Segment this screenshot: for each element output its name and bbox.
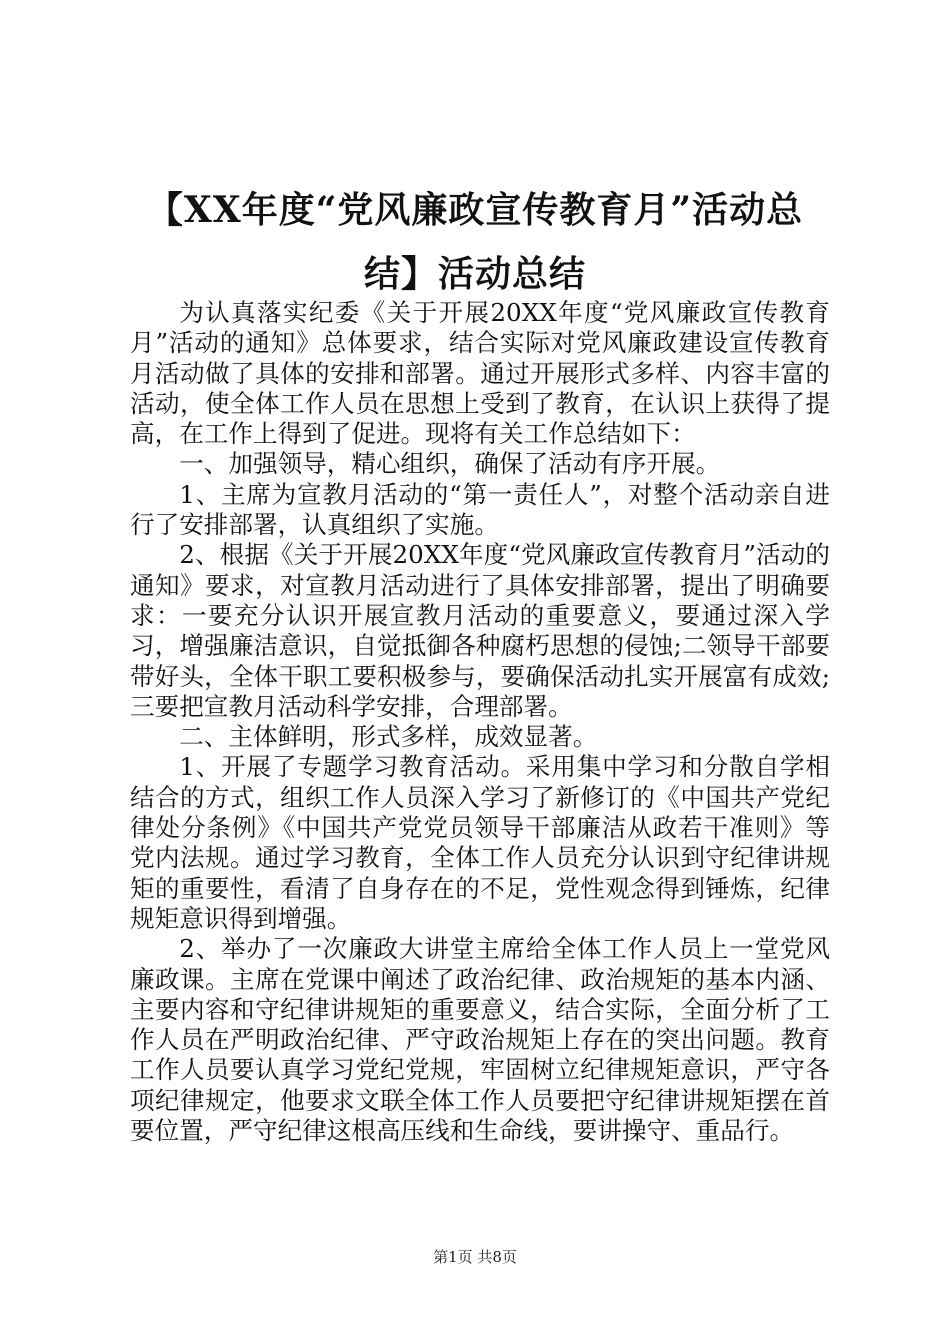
paragraph-intro: 为认真落实纪委《关于开展20XX年度“党风廉政宣传教育月”活动的通知》总体要求，结合实际对党风廉政建设宣传教育月活动做了具体的安排和部署。通过开展形式多样、内容丰富的活动，使全体工作人员在思想上受到了教育，在认识上获得了提高，在工作上得到了促进。现将有关工作总结如下： (130, 298, 830, 449)
document-title (100, 178, 850, 306)
title-line-2: 结】活动总结 (363, 253, 586, 295)
paragraph-1-1: 1、主席为宣教月活动的“第一责任人”，对整个活动亲自进行了安排部署，认真组织了实施。 (130, 479, 830, 540)
paragraph-2-1: 1、开展了专题学习教育活动。采用集中学习和分散自学相结合的方式，组织工作人员深入学习了新修订的《中国共产党纪律处分条例》《中国共产党党员领导干部廉洁从政若干准则》等党内法规。通过学习教育，全体工作人员充分认识到守纪律讲规矩的重要性，看清了自身存在的不足，党性观念得到锤炼，纪律规矩意识得到增强。 (130, 752, 830, 933)
document-body (130, 298, 830, 1146)
paragraph-1-2: 2、根据《关于开展20XX年度“党风廉政宣传教育月”活动的通知》要求，对宣教月活动进行了具体安排部署，提出了明确要求：一要充分认识开展宣教月活动的重要意义，要通过深入学习，增强廉洁意识，自觉抵御各种腐朽思想的侵蚀;二领导干部要带好头，全体干职工要积极参与，要确保活动扎实开展富有成效;三要把宣教月活动科学安排，合理部署。 (130, 540, 830, 721)
section-heading-2: 二、主体鲜明，形式多样，成效显著。 (179, 722, 598, 752)
title-line-1: 【XX年度“党风廉政宣传教育月”活动总 (146, 189, 804, 231)
page-footer: 第1页 共8页 (433, 1248, 517, 1266)
paragraph-2-2: 2、举办了一次廉政大讲堂主席给全体工作人员上一堂党风廉政课。主席在党课中阐述了政治纪律、政治规矩的基本内涵、主要内容和守纪律讲规矩的重要意义，结合实际，全面分析了工作人员在严明政治纪律、严守政治规矩上存在的突出问题。教育工作人员要认真学习党纪党规，牢固树立纪律规矩意识，严守各项纪律规定，他要求文联全体工作人员要把守纪律讲规矩摆在首要位置，严守纪律这根高压线和生命线，要讲操守、重品行。 (130, 934, 830, 1146)
section-heading-1: 一、加强领导，精心组织，确保了活动有序开展。 (179, 449, 721, 479)
